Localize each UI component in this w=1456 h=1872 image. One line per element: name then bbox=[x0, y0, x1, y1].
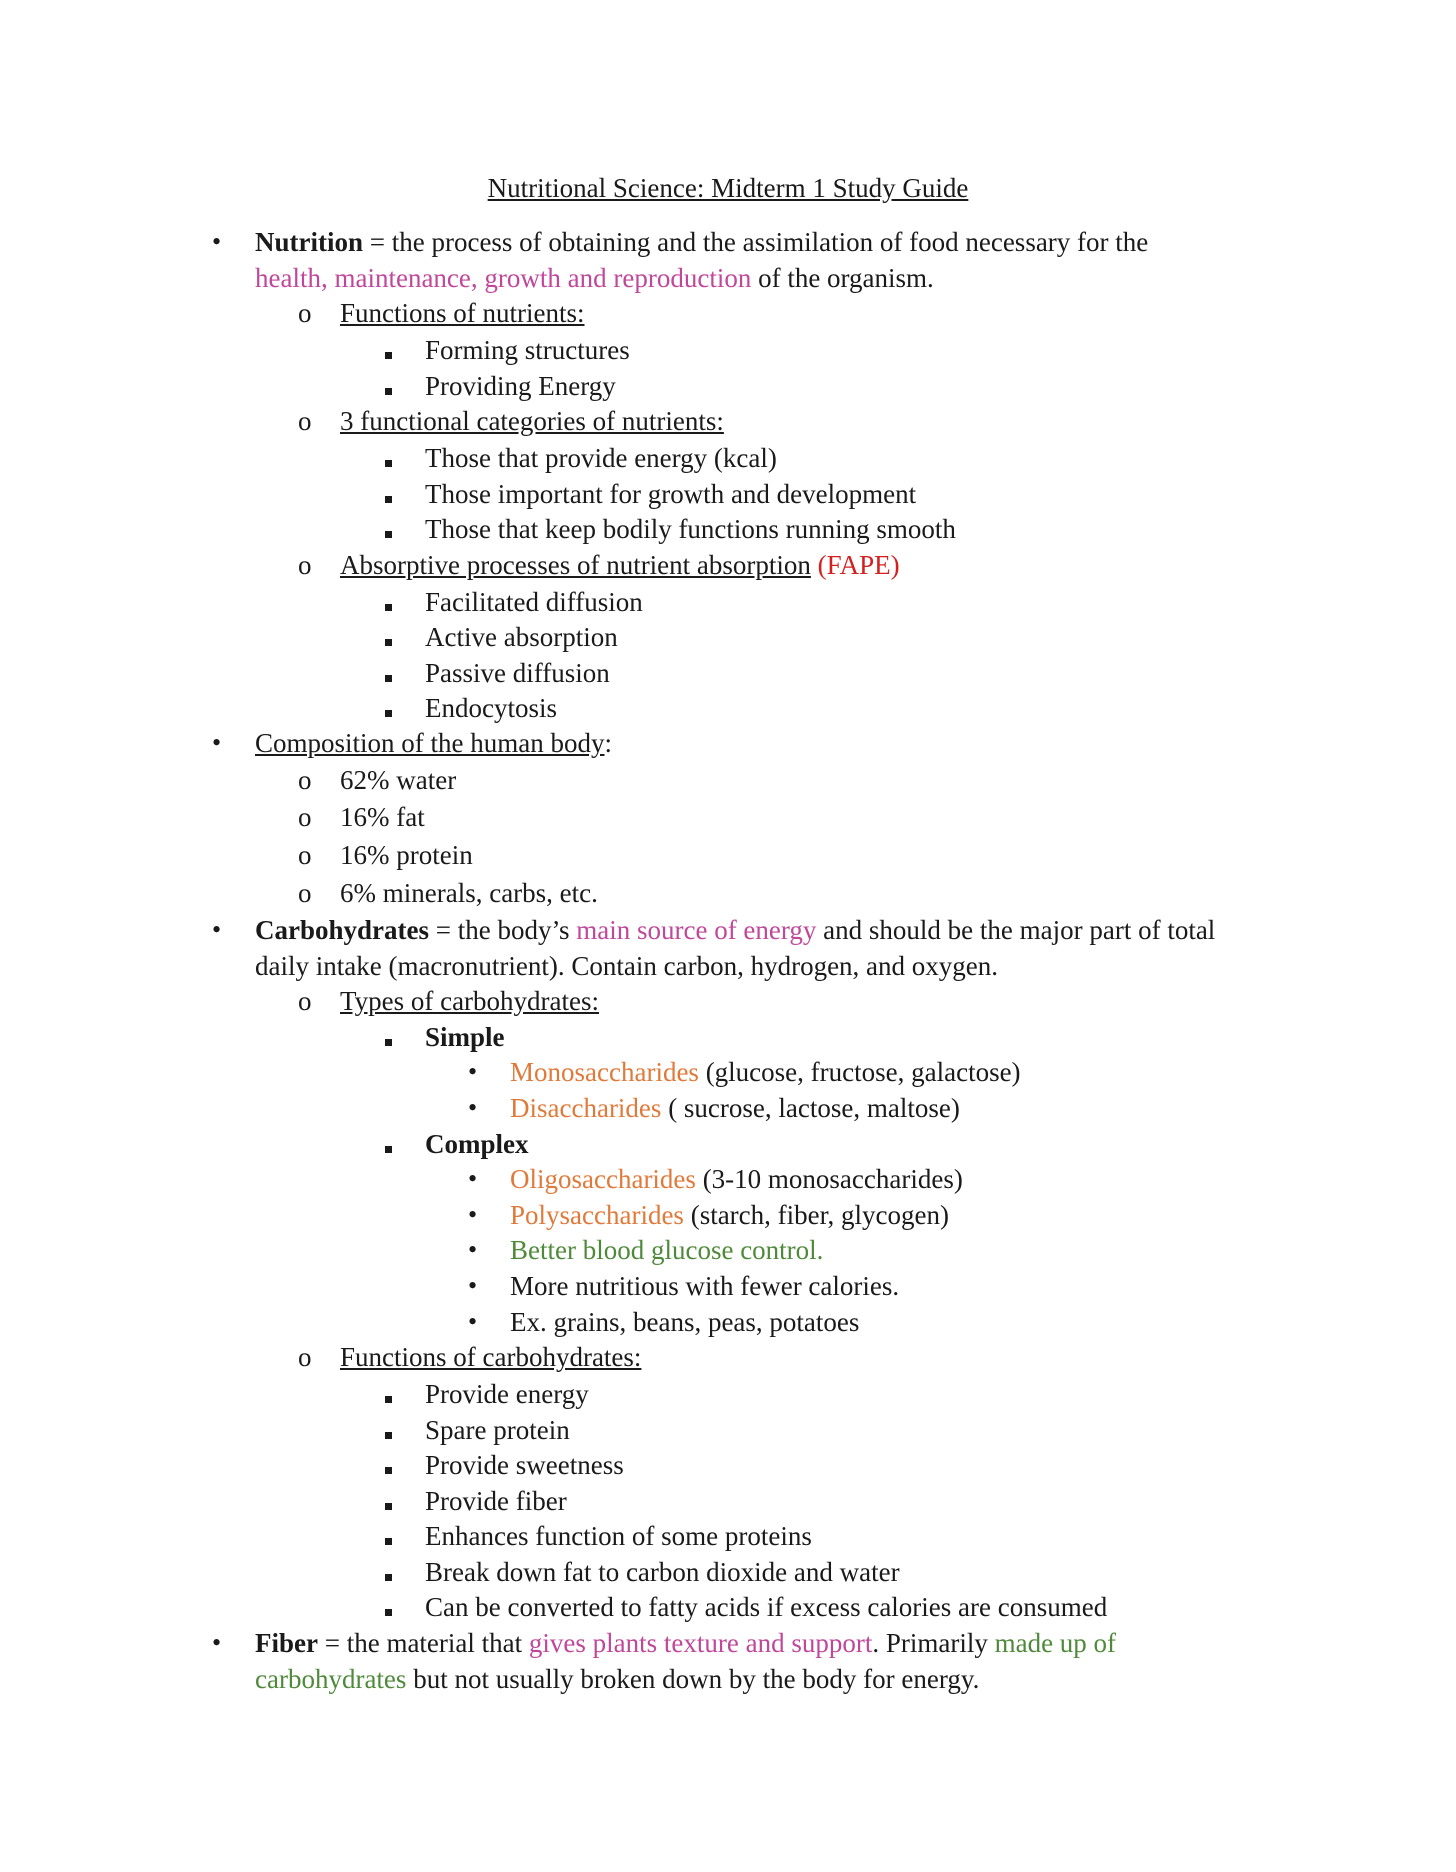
sub-bullet-marker: o bbox=[298, 298, 312, 328]
composition-heading-text: Composition of the human body bbox=[255, 728, 605, 758]
square-bullet bbox=[385, 1518, 392, 1554]
square-bullet bbox=[385, 1483, 392, 1519]
square-bullet bbox=[385, 332, 392, 368]
bullet-marker: • bbox=[468, 1093, 478, 1122]
square-bullet bbox=[385, 1376, 392, 1412]
square-bullet bbox=[385, 1412, 392, 1448]
list-item: Provide energy bbox=[425, 1379, 589, 1409]
categories-heading: 3 functional categories of nutrients: bbox=[340, 406, 724, 436]
list-item: Forming structures bbox=[425, 335, 630, 365]
list-item: Ex. grains, beans, peas, potatoes bbox=[510, 1307, 860, 1337]
page-title: Nutritional Science: Midterm 1 Study Guide bbox=[487, 173, 969, 203]
list-item: Better blood glucose control. bbox=[510, 1235, 824, 1265]
carb-def-text: = the body’s bbox=[429, 915, 577, 945]
nutrition-definition bbox=[255, 224, 1148, 260]
bullet-marker: • bbox=[468, 1164, 478, 1193]
list-item: Provide fiber bbox=[425, 1486, 567, 1516]
term-highlight: Monosaccharides bbox=[510, 1057, 699, 1087]
sub-bullet-marker: o bbox=[298, 802, 312, 832]
bullet-marker: • bbox=[212, 1628, 222, 1657]
nutrition-def-end: of the organism. bbox=[751, 263, 934, 293]
square-bullet bbox=[385, 476, 392, 512]
absorptive-heading bbox=[340, 547, 900, 583]
list-item: Providing Energy bbox=[425, 371, 616, 401]
functions-of-nutrients-heading: Functions of nutrients: bbox=[340, 298, 585, 328]
list-item: 6% minerals, carbs, etc. bbox=[340, 878, 598, 908]
square-bullet bbox=[385, 440, 392, 476]
complex-label: Complex bbox=[425, 1129, 529, 1159]
list-item bbox=[510, 1197, 949, 1233]
fiber-def-text: = the material that bbox=[317, 1628, 529, 1658]
square-bullet bbox=[385, 1019, 392, 1055]
fape-acronym: (FAPE) bbox=[817, 550, 900, 580]
term-highlight: Polysaccharides bbox=[510, 1200, 684, 1230]
list-item: Those that keep bodily functions running smooth bbox=[425, 514, 956, 544]
sub-bullet-marker: o bbox=[298, 765, 312, 795]
nutrition-term: Nutrition bbox=[255, 227, 363, 257]
term-detail: ( sucrose, lactose, maltose) bbox=[661, 1093, 960, 1123]
list-item: Break down fat to carbon dioxide and water bbox=[425, 1557, 900, 1587]
fiber-definition-cont bbox=[255, 1661, 979, 1697]
list-item: Those that provide energy (kcal) bbox=[425, 443, 777, 473]
list-item: 16% protein bbox=[340, 840, 473, 870]
square-bullet bbox=[385, 655, 392, 691]
sub-bullet-marker: o bbox=[298, 406, 312, 436]
bullet-marker: • bbox=[468, 1307, 478, 1336]
fiber-definition bbox=[255, 1625, 1116, 1661]
list-item: Provide sweetness bbox=[425, 1450, 624, 1480]
sub-bullet-marker: o bbox=[298, 840, 312, 870]
list-item bbox=[510, 1161, 963, 1197]
fiber-term: Fiber bbox=[255, 1628, 318, 1658]
square-bullet bbox=[385, 690, 392, 726]
list-item: Can be converted to fatty acids if excess calories are consumed bbox=[425, 1592, 1108, 1622]
bullet-marker: • bbox=[468, 1271, 478, 1300]
square-bullet bbox=[385, 1126, 392, 1162]
term-detail: (3-10 monosaccharides) bbox=[695, 1164, 963, 1194]
square-bullet bbox=[385, 584, 392, 620]
list-item bbox=[510, 1054, 1021, 1090]
bullet-marker: • bbox=[468, 1235, 478, 1264]
nutrition-highlight: health, maintenance, growth and reproduction bbox=[255, 263, 752, 293]
sub-bullet-marker: o bbox=[298, 550, 312, 580]
list-item: Active absorption bbox=[425, 622, 618, 652]
carb-highlight: main source of energy bbox=[576, 915, 817, 945]
carbohydrates-definition-cont: daily intake (macronutrient). Contain carbon, hydrogen, and oxygen. bbox=[255, 951, 999, 981]
carbohydrates-definition bbox=[255, 912, 1215, 948]
nutrition-definition-cont bbox=[255, 260, 934, 296]
fiber-highlight-green: made up of bbox=[994, 1628, 1117, 1658]
list-item: Those important for growth and development bbox=[425, 479, 917, 509]
list-item: More nutritious with fewer calories. bbox=[510, 1271, 900, 1301]
sub-bullet-marker: o bbox=[298, 1342, 312, 1372]
bullet-marker: • bbox=[212, 728, 222, 757]
list-item: Passive diffusion bbox=[425, 658, 610, 688]
square-bullet bbox=[385, 511, 392, 547]
fiber-def-mid: . Primarily bbox=[872, 1628, 995, 1658]
nutrition-def-text: = the process of obtaining and the assimilation of food necessary for the bbox=[363, 227, 1149, 257]
list-item: Enhances function of some proteins bbox=[425, 1521, 812, 1551]
list-item bbox=[510, 1090, 960, 1126]
bullet-marker: • bbox=[468, 1200, 478, 1229]
list-item: Endocytosis bbox=[425, 693, 557, 723]
composition-heading bbox=[255, 725, 612, 761]
bullet-marker: • bbox=[212, 915, 222, 944]
sub-bullet-marker: o bbox=[298, 986, 312, 1016]
list-item: Spare protein bbox=[425, 1415, 570, 1445]
types-of-carbohydrates-heading: Types of carbohydrates: bbox=[340, 986, 600, 1016]
composition-colon: : bbox=[604, 728, 612, 758]
square-bullet bbox=[385, 1589, 392, 1625]
square-bullet bbox=[385, 619, 392, 655]
term-detail: (starch, fiber, glycogen) bbox=[683, 1200, 950, 1230]
absorptive-heading-text: Absorptive processes of nutrient absorption bbox=[340, 550, 811, 580]
square-bullet bbox=[385, 1447, 392, 1483]
term-detail: (glucose, fructose, galactose) bbox=[698, 1057, 1021, 1087]
list-item: Facilitated diffusion bbox=[425, 587, 643, 617]
list-item: 62% water bbox=[340, 765, 457, 795]
functions-of-carbohydrates-heading: Functions of carbohydrates: bbox=[340, 1342, 642, 1372]
simple-label: Simple bbox=[425, 1022, 505, 1052]
term-highlight: Oligosaccharides bbox=[510, 1164, 696, 1194]
bullet-marker: • bbox=[212, 227, 222, 256]
carb-def-end: and should be the major part of total bbox=[816, 915, 1216, 945]
sub-bullet-marker: o bbox=[298, 878, 312, 908]
term-highlight: Disaccharides bbox=[510, 1093, 662, 1123]
fiber-def-end: but not usually broken down by the body for energy. bbox=[406, 1664, 980, 1694]
square-bullet bbox=[385, 1554, 392, 1590]
list-item: 16% fat bbox=[340, 802, 425, 832]
fiber-highlight-green-cont: carbohydrates bbox=[255, 1664, 407, 1694]
bullet-marker: • bbox=[468, 1057, 478, 1086]
fiber-highlight: gives plants texture and support bbox=[528, 1628, 873, 1658]
carbohydrates-term: Carbohydrates bbox=[255, 915, 429, 945]
square-bullet bbox=[385, 368, 392, 404]
